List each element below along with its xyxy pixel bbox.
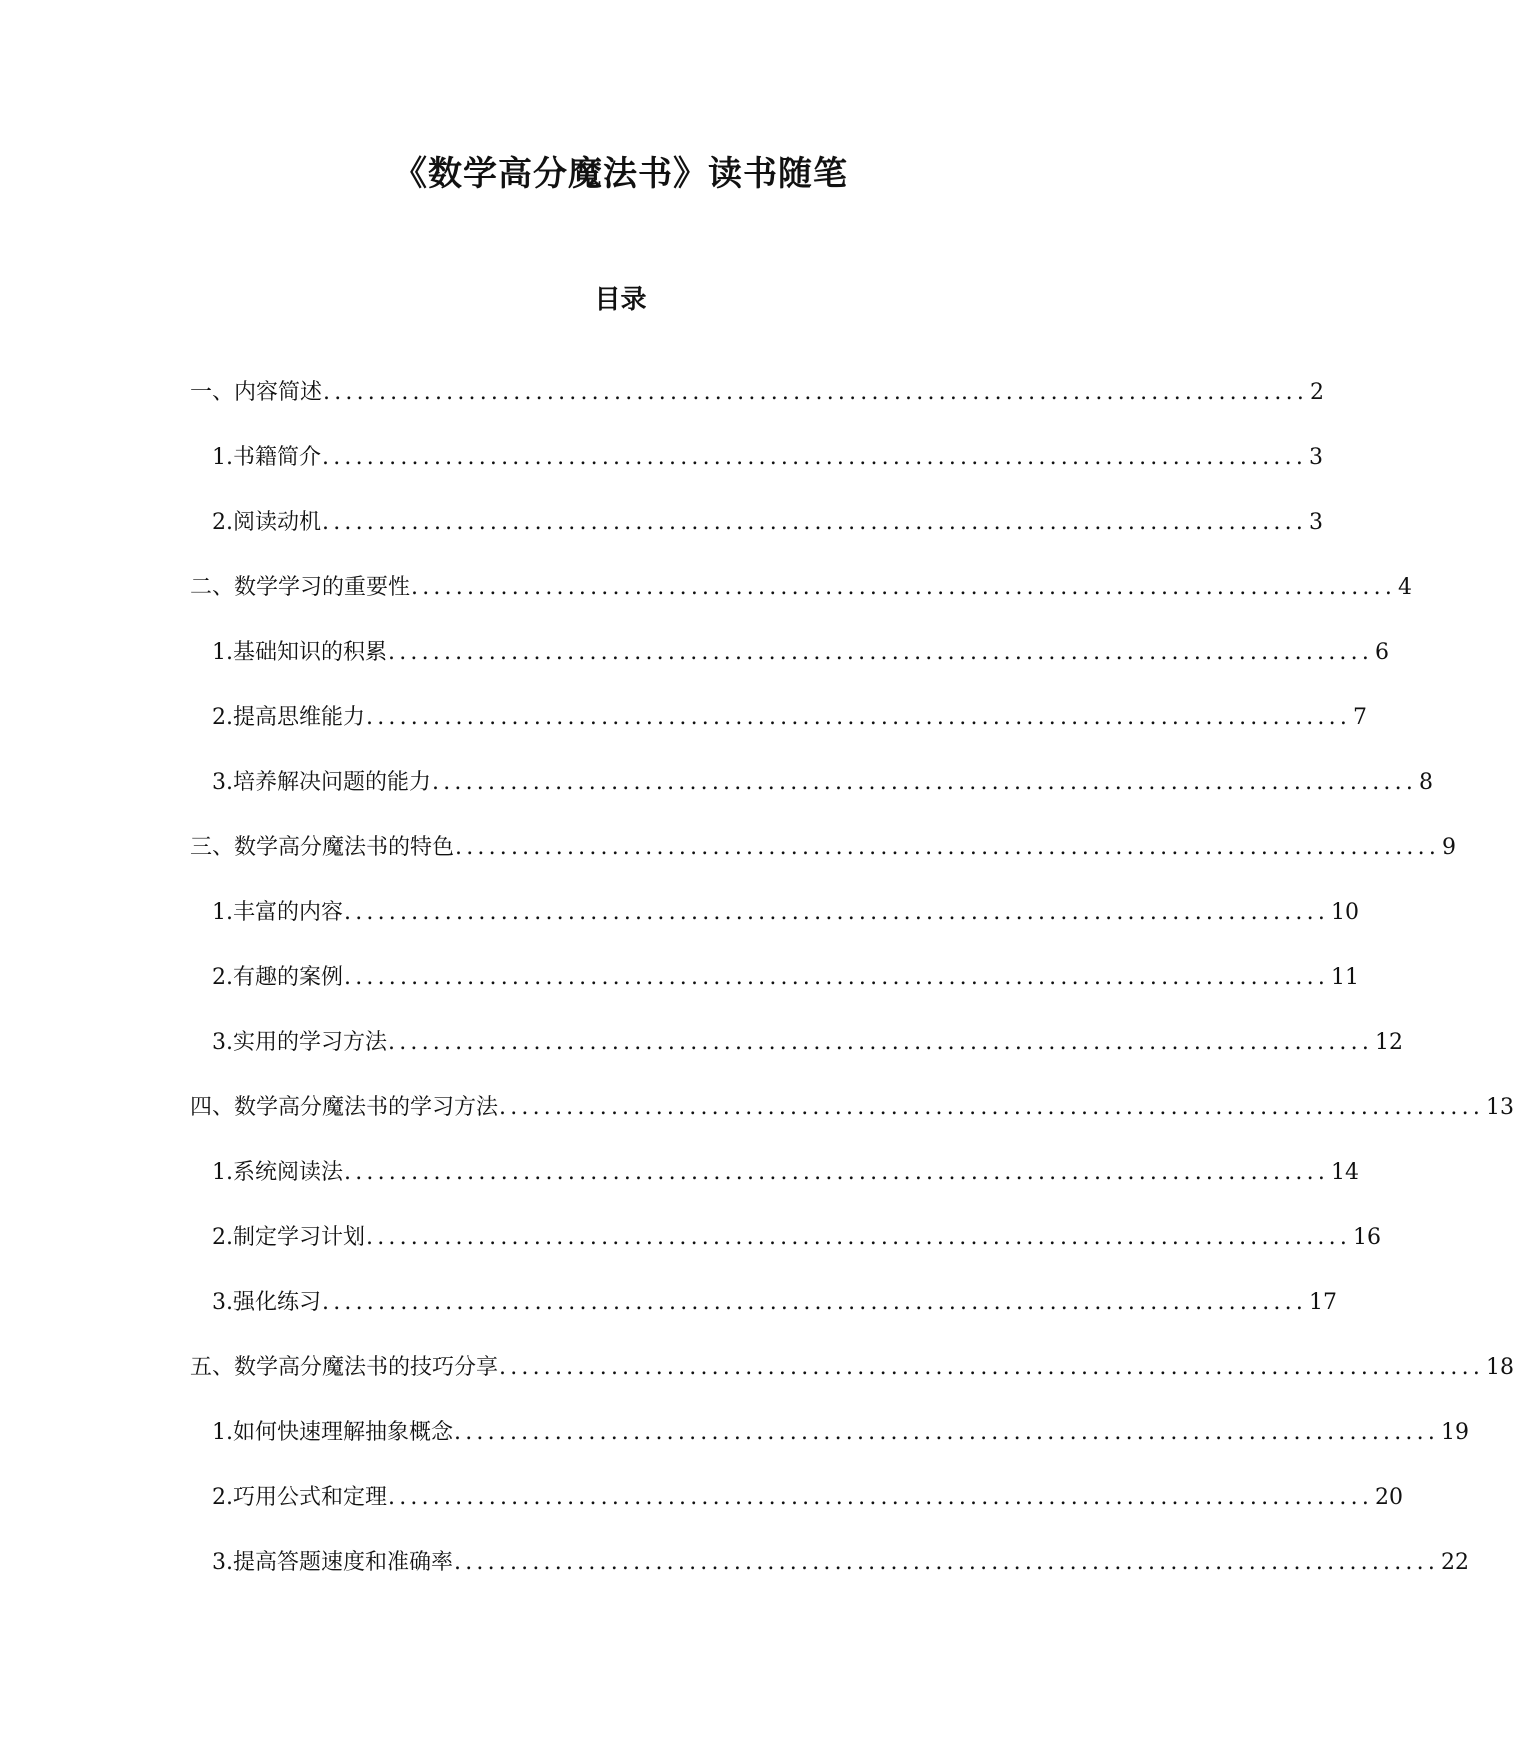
toc-entry-page: 16 — [1353, 1225, 1382, 1250]
toc-entry[interactable] — [0, 1223, 1382, 1288]
toc-entry-label: 一、内容简述 — [190, 380, 323, 405]
toc-entry-number: 1. — [212, 445, 233, 470]
toc-entry-number: 1. — [212, 1420, 233, 1445]
toc-entry[interactable] — [0, 378, 1325, 443]
dot-leader: ........................................................................................ — [454, 1420, 1440, 1445]
toc-entry-page: 11 — [1331, 965, 1360, 990]
toc-entry-label: 有趣的案例 — [233, 965, 344, 990]
dot-leader: ........................................................................................ — [344, 900, 1330, 925]
toc-entry[interactable] — [0, 1288, 1338, 1353]
toc-entry[interactable] — [0, 768, 1434, 833]
toc-entry-number: 2. — [212, 1225, 233, 1250]
table-of-contents — [0, 378, 1514, 1613]
toc-entry[interactable] — [0, 1093, 1514, 1158]
toc-entry-page: 4 — [1398, 575, 1413, 600]
toc-entry-number: 1. — [212, 1160, 233, 1185]
toc-entry-label: 书籍简介 — [233, 445, 322, 470]
toc-entry-page: 20 — [1375, 1485, 1404, 1510]
toc-entry-page: 18 — [1486, 1355, 1514, 1380]
toc-entry-number: 2. — [212, 510, 233, 535]
toc-entry-page: 13 — [1486, 1095, 1514, 1120]
dot-leader: ........................................................................................ — [366, 705, 1352, 730]
toc-entry-number: 3. — [212, 1030, 233, 1055]
toc-entry-page: 3 — [1309, 445, 1324, 470]
toc-entry-label: 提高答题速度和准确率 — [233, 1550, 454, 1575]
toc-entry[interactable] — [0, 833, 1457, 898]
dot-leader: ........................................................................................ — [411, 575, 1397, 600]
toc-entry-label: 五、数学高分魔法书的技巧分享 — [190, 1355, 499, 1380]
toc-entry-label: 培养解决问题的能力 — [233, 770, 432, 795]
toc-entry-number: 1. — [212, 900, 233, 925]
dot-leader: ........................................................................................ — [388, 640, 1374, 665]
toc-entry-number: 2. — [212, 705, 233, 730]
toc-entry-label: 制定学习计划 — [233, 1225, 366, 1250]
toc-entry-label: 丰富的内容 — [233, 900, 344, 925]
dot-leader: ........................................................................................ — [454, 1550, 1440, 1575]
toc-entry-label: 三、数学高分魔法书的特色 — [190, 835, 455, 860]
dot-leader: ........................................................................................ — [322, 1290, 1308, 1315]
dot-leader: ........................................................................................ — [366, 1225, 1352, 1250]
toc-entry-label: 巧用公式和定理 — [233, 1485, 388, 1510]
toc-entry[interactable] — [0, 508, 1324, 573]
toc-entry[interactable] — [0, 1158, 1360, 1223]
toc-entry[interactable] — [0, 573, 1413, 638]
toc-entry-number: 1. — [212, 640, 233, 665]
toc-entry-page: 9 — [1442, 835, 1457, 860]
dot-leader: ........................................................................................ — [432, 770, 1418, 795]
toc-entry-page: 14 — [1331, 1160, 1360, 1185]
toc-entry-label: 实用的学习方法 — [233, 1030, 388, 1055]
toc-entry-page: 10 — [1331, 900, 1360, 925]
toc-entry-label: 提高思维能力 — [233, 705, 366, 730]
toc-entry-label: 系统阅读法 — [233, 1160, 344, 1185]
toc-entry[interactable] — [0, 963, 1360, 1028]
toc-entry-number: 3. — [212, 1290, 233, 1315]
toc-entry[interactable] — [0, 1353, 1514, 1418]
document-title: 《数学高分魔法书》读书随笔 — [393, 154, 848, 194]
dot-leader: ........................................................................................ — [322, 445, 1308, 470]
toc-entry-label: 二、数学学习的重要性 — [190, 575, 411, 600]
toc-entry-number: 3. — [212, 770, 233, 795]
toc-entry-label: 四、数学高分魔法书的学习方法 — [190, 1095, 499, 1120]
toc-entry[interactable] — [0, 1548, 1470, 1613]
toc-entry-label: 基础知识的积累 — [233, 640, 388, 665]
dot-leader: ........................................................................................ — [344, 1160, 1330, 1185]
toc-entry[interactable] — [0, 443, 1324, 508]
toc-entry[interactable] — [0, 703, 1368, 768]
toc-entry[interactable] — [0, 1418, 1470, 1483]
dot-leader: ........................................................................................ — [322, 510, 1308, 535]
toc-entry-page: 3 — [1309, 510, 1324, 535]
toc-entry-page: 17 — [1309, 1290, 1338, 1315]
toc-entry-number: 2. — [212, 965, 233, 990]
toc-entry[interactable] — [0, 898, 1360, 963]
dot-leader: ........................................................................................ — [499, 1095, 1485, 1120]
toc-entry-page: 6 — [1375, 640, 1390, 665]
toc-entry-label: 如何快速理解抽象概念 — [233, 1420, 454, 1445]
toc-entry-number: 3. — [212, 1550, 233, 1575]
toc-entry[interactable] — [0, 1028, 1404, 1093]
toc-entry-page: 2 — [1310, 380, 1325, 405]
toc-entry-label: 阅读动机 — [233, 510, 322, 535]
dot-leader: ........................................................................................ — [323, 380, 1309, 405]
toc-entry-page: 7 — [1353, 705, 1368, 730]
toc-entry[interactable] — [0, 1483, 1404, 1548]
dot-leader: ........................................................................................ — [455, 835, 1441, 860]
dot-leader: ........................................................................................ — [344, 965, 1330, 990]
toc-entry-number: 2. — [212, 1485, 233, 1510]
dot-leader: ........................................................................................ — [388, 1030, 1374, 1055]
toc-heading: 目录 — [594, 285, 647, 315]
toc-entry-label: 强化练习 — [233, 1290, 322, 1315]
toc-entry-page: 22 — [1441, 1550, 1470, 1575]
dot-leader: ........................................................................................ — [499, 1355, 1485, 1380]
toc-entry-page: 19 — [1441, 1420, 1470, 1445]
toc-entry[interactable] — [0, 638, 1390, 703]
toc-entry-page: 8 — [1419, 770, 1434, 795]
dot-leader: ........................................................................................ — [388, 1485, 1374, 1510]
toc-entry-page: 12 — [1375, 1030, 1404, 1055]
